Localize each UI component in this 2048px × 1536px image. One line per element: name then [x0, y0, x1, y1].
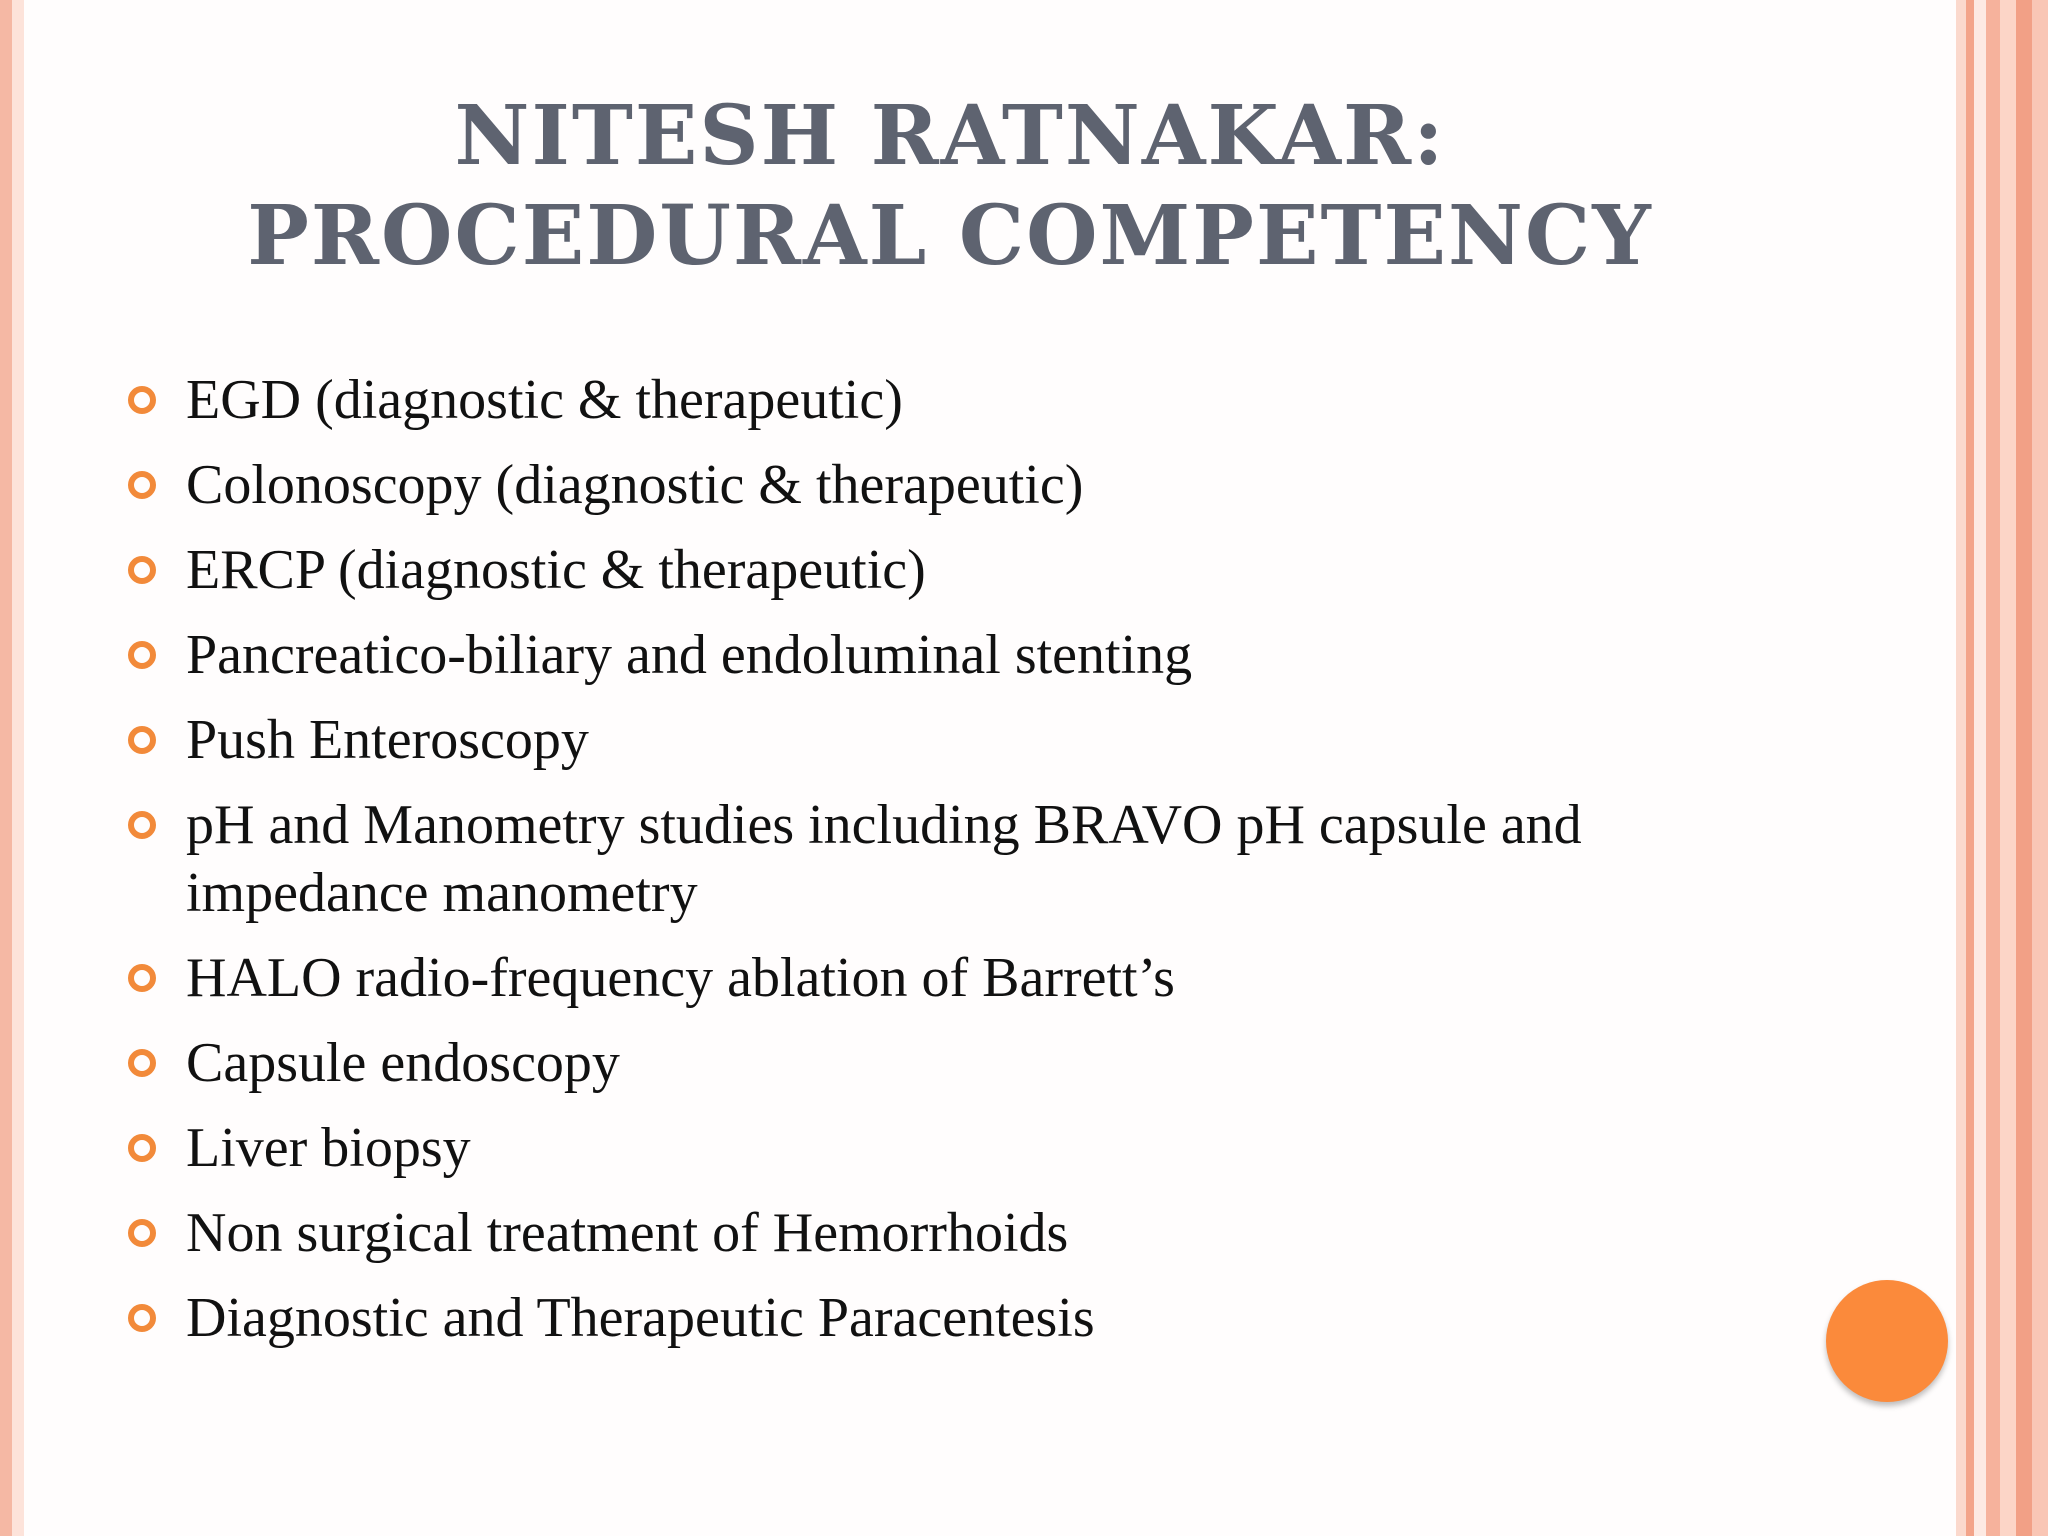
right-border-stripe-3	[1974, 0, 1986, 1536]
hollow-circle-bullet-icon	[128, 641, 156, 669]
list-item-text: Capsule endoscopy	[186, 1032, 620, 1094]
right-border-stripe-4	[1986, 0, 2048, 1536]
hollow-circle-bullet-icon	[128, 1049, 156, 1077]
list-item	[124, 366, 1764, 434]
left-border-stripe	[0, 0, 24, 1536]
title-line-1: NITESH RATNAKAR:	[454, 88, 1446, 184]
list-item	[124, 1284, 1764, 1352]
list-item-text: HALO radio-frequency ablation of Barrett’s	[186, 947, 1175, 1009]
list-item	[124, 1114, 1764, 1182]
list-item	[124, 706, 1764, 774]
slide-title	[230, 86, 1670, 286]
list-item	[124, 1029, 1764, 1097]
list-item	[124, 791, 1764, 927]
list-item-text: Non surgical treatment of Hemorrhoids	[186, 1202, 1069, 1264]
list-item	[124, 944, 1764, 1012]
list-item-text: pH and Manometry studies including BRAVO pH capsule and impedance manometry	[186, 794, 1582, 924]
list-item-text: Push Enteroscopy	[186, 709, 589, 771]
hollow-circle-bullet-icon	[128, 811, 156, 839]
orange-circle-decoration	[1826, 1280, 1948, 1402]
list-item-text: ERCP (diagnostic & therapeutic)	[186, 539, 926, 601]
hollow-circle-bullet-icon	[128, 964, 156, 992]
list-item	[124, 1199, 1764, 1267]
list-item-text: EGD (diagnostic & therapeutic)	[186, 369, 903, 431]
list-item-text: Liver biopsy	[186, 1117, 471, 1179]
right-border-stripe-1	[1956, 0, 1966, 1536]
list-item-text: Diagnostic and Therapeutic Paracentesis	[186, 1287, 1095, 1349]
list-item-text: Colonoscopy (diagnostic & therapeutic)	[186, 454, 1084, 516]
hollow-circle-bullet-icon	[128, 386, 156, 414]
hollow-circle-bullet-icon	[128, 726, 156, 754]
hollow-circle-bullet-icon	[128, 1304, 156, 1332]
hollow-circle-bullet-icon	[128, 556, 156, 584]
title-line-2: PROCEDURAL COMPETENCY	[247, 188, 1653, 284]
list-item	[124, 621, 1764, 689]
list-item	[124, 536, 1764, 604]
hollow-circle-bullet-icon	[128, 1219, 156, 1247]
right-border-stripe-2	[1966, 0, 1974, 1536]
hollow-circle-bullet-icon	[128, 471, 156, 499]
list-item	[124, 451, 1764, 519]
hollow-circle-bullet-icon	[128, 1134, 156, 1162]
bullet-list	[124, 366, 1764, 1369]
list-item-text: Pancreatico-biliary and endoluminal stenting	[186, 624, 1193, 686]
